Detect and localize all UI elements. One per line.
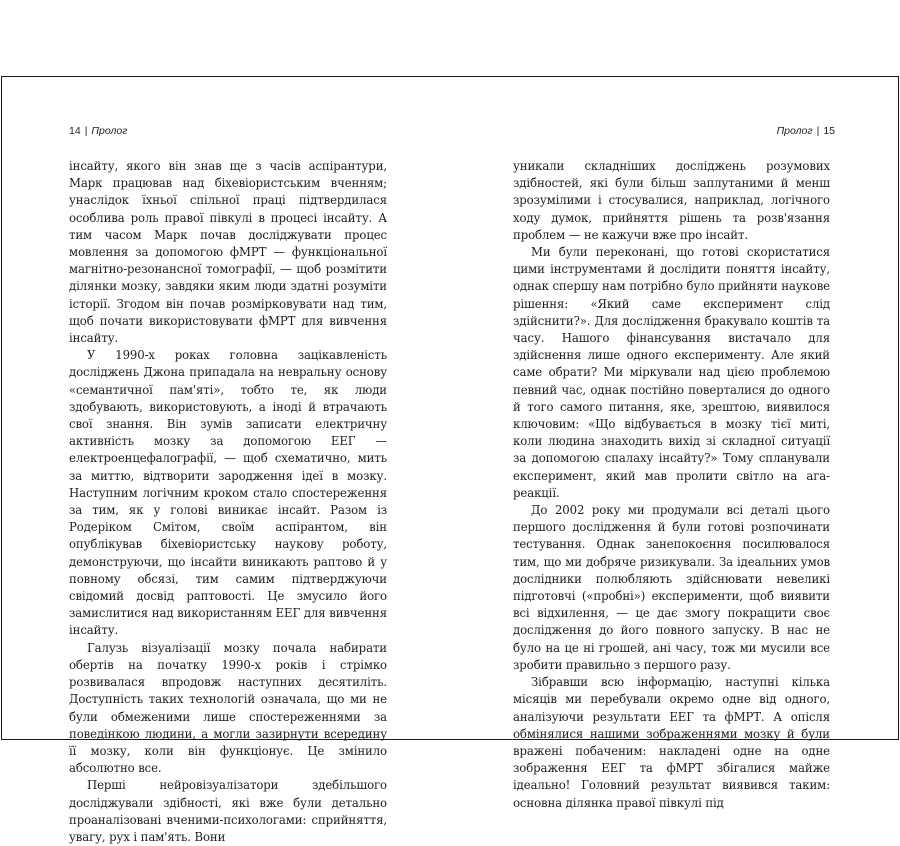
left-running-header: 14 | Пролог — [69, 125, 128, 137]
paragraph: До 2002 року ми продумали всі деталі цього першого дослідження й були готові розпочинати тестування. Однак занепокоєння посилювалося тим, що ми добряче ризикували. За ідеальних умов дослідники полюбляють здійснювати невеликі підготовчі («пробні») експерименти, щоб виявити всі відхилення, — це дає змогу покращити своє дослідження до його повного запуску. В нас не було на це ні грошей, ані часу, тож ми мусили все зробити правильно з першого разу. — [513, 503, 830, 672]
paragraph: Перші нейровізуалізатори здебільшого досліджували здібності, які вже були детально проаналізовані вченими-психологами: сприйняття, увагу, рух і пам'ять. Вони — [69, 778, 387, 844]
right-page — [451, 77, 899, 810]
right-running-header: Пролог | 15 — [776, 125, 835, 137]
page-number: 15 — [823, 125, 835, 137]
paragraph: Галузь візуалізації мозку почала набирати обертів на початку 1990-х років і стрімко розвивалася впродовж наступних десятиліть. Доступність таких технологій означала, що ми не були обмеженими лише спостереженнями за поведінкою людини, а могли зазирнути всередину її мозку, коли він функціонує. Це змінило абсолютно все. — [69, 640, 387, 776]
left-page — [2, 77, 451, 844]
paragraph: уникали складніших досліджень розумових здібностей, які були більш заплутаними й менш зрозумілими і стосувалися, наприклад, логічного ходу думок, прийняття рішень та розв'язання проблем — не кажучи вже про інсайт. — [513, 159, 830, 242]
running-title: Пролог — [91, 125, 128, 137]
paragraph: інсайту, якого він знав ще з часів аспірантури, Марк працював над біхевіористським вченням; унаслідок їхньої спільної праці підтвердилася особлива роль правої півкулі в процесі інсайту. А тим часом Марк почав досліджувати процес мовлення за допомогою фМРТ — функціональної магнітно-резонансної томографії, — щоб розмітити ділянки мозку, завдяки яким люди здатні розуміти історії. Згодом він почав розмірковувати над тим, щоб почати використовувати фМРТ для вивчення інсайту. — [69, 159, 387, 346]
paragraph: Зібравши всю інформацію, наступні кілька місяців ми перебували окремо одне від одного, аналізуючи результати ЕЕГ та фМРТ. А опісля обмінялися нашими зображеннями мозку й були вражені побаченим: накладені одне на одне зображення ЕЕГ та фМРТ збігалися майже ідеально! Головний результат виявився таким: основна ділянка правої півкулі під — [513, 675, 830, 810]
running-title: Пролог — [776, 125, 813, 137]
paragraph: У 1990-х роках головна зацікавленість досліджень Джона припадала на невральну основу «семантичної пам'яті», тобто те, як люди здобувають, використовують, а іноді й втрачають свої знання. Він зумів записати електричну активність мозку за допомогою ЕЕГ — електроенцефалографії, — щоб схематично, мить за миттю, відтворити зародження ідеї в мозку. Наступним логічним кроком стало спостереження за тим, як у голові виникає інсайт. Разом із Родеріком Смітом, своїм аспірантом, він опублікував біхевіористську наукову роботу, демонструючи, що інсайти виникають раптово й у повному обсязі, тим самим підтверджуючи свідомий досвід раптовості. Це змусило його замислитися над використанням ЕЕГ для вивчення інсайту. — [69, 348, 387, 638]
page-number: 14 — [69, 125, 81, 137]
right-body-text — [513, 158, 830, 812]
paragraph: Ми були переконані, що готові скористатися цими інструментами й дослідити поняття інсайту, однак спершу нам потрібно було прийняти наукове рішення: «Який саме експеримент слід здійснити?». Для дослідження бракувало коштів та часу. Нашого фінансування вистачало для здійснення лише одного експерименту. Але який саме обрати? Ми міркували над цією проблемою певний час, однак постійно поверталися до одного й того самого питання, яке, зрештою, виявилося ключовим: «Що відбувається в мозку тієї миті, коли людина знаходить вихід зі складної ситуації за допомогою спалаху інсайту?» Тому спланували експеримент, який мав пролити світло на ага-реакції. — [513, 245, 830, 500]
book-spread — [1, 76, 899, 844]
left-body-text — [69, 158, 387, 846]
